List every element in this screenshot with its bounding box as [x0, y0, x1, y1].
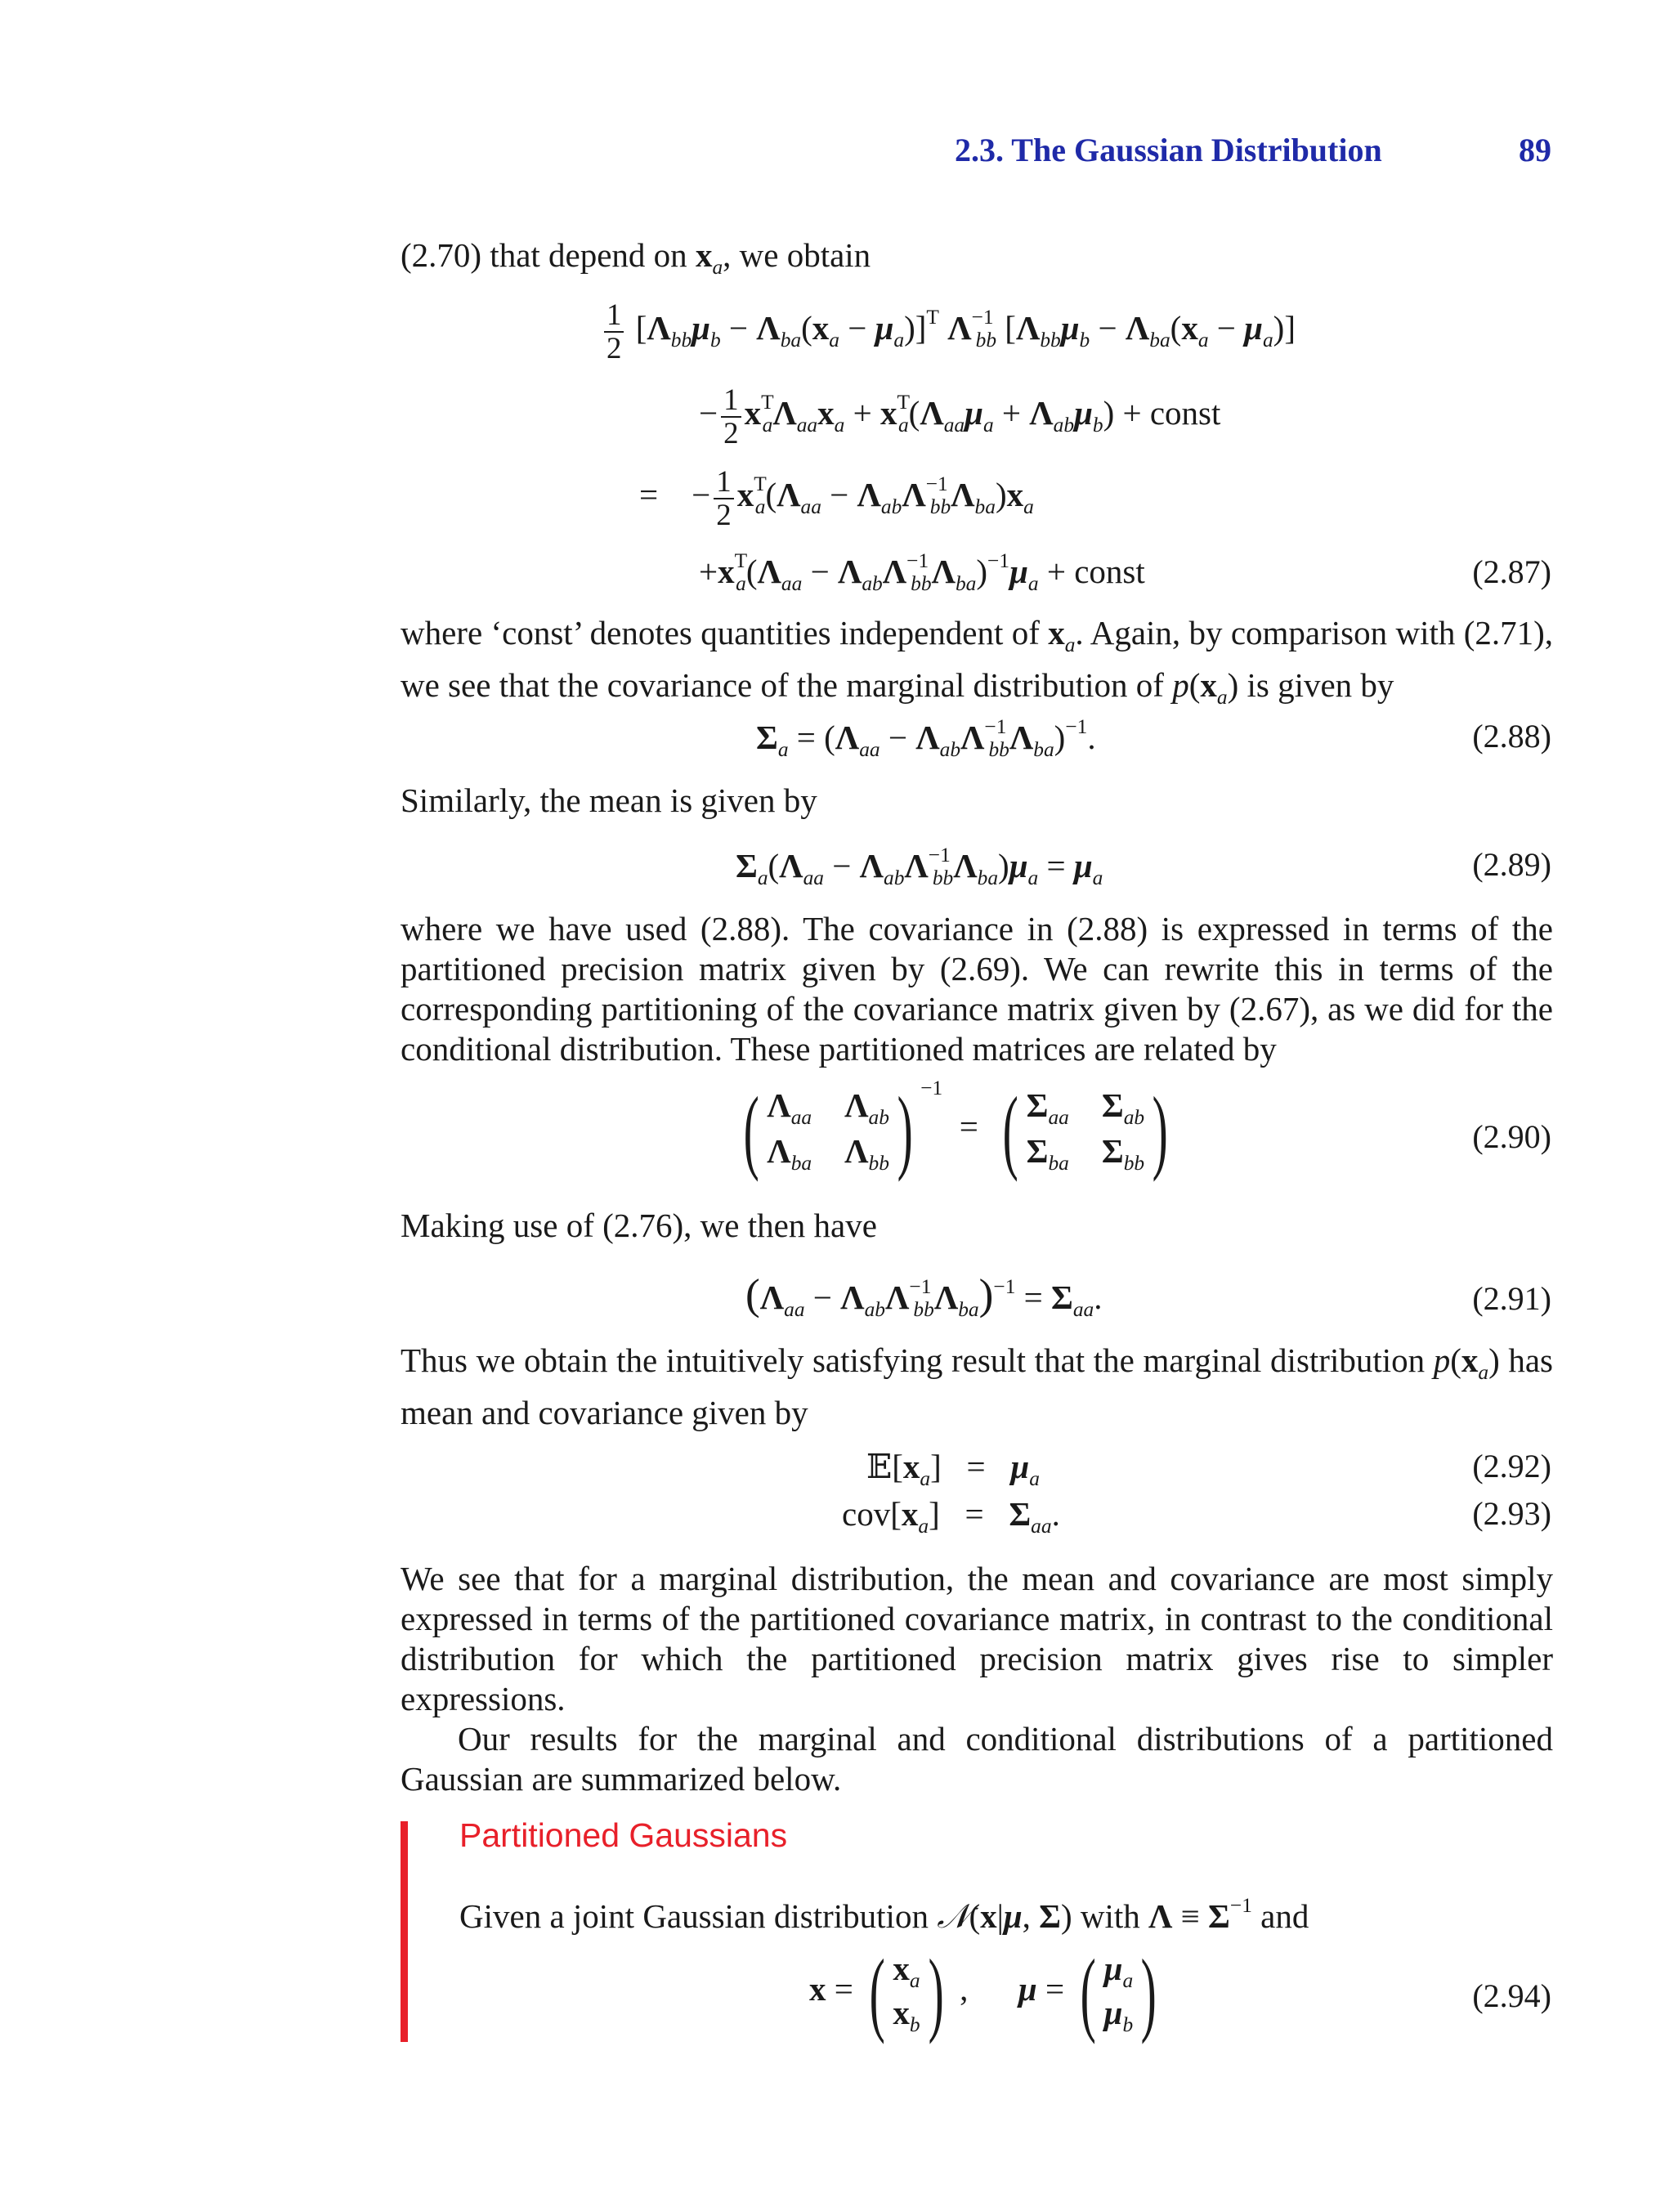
- equation-number-2-89: (2.89): [1472, 846, 1551, 883]
- paragraph-partitioned: where we have used (2.88). The covariance in (2.88) is expressed in terms of the partitioned precision matrix given by (2.69). We can rewrite this in terms of the corresponding partitioning of the covariance matrix given by (2.67), as we did for the conditional distribution. These partitioned matrices are related by: [401, 910, 1553, 1068]
- paragraph-making-use: Making use of (2.76), we then have: [401, 1207, 877, 1244]
- equation-number-2-88: (2.88): [1472, 718, 1551, 754]
- equation-number-2-93: (2.93): [1472, 1495, 1551, 1532]
- eq-2-87-line2: − $\frac{1}{2}$ $x^T_a\Lambda_{aa}x_a + x^T_a(\Lambda_{aa}\mu_a + \Lambda_{ab}\mu_b)$ + const: [699, 383, 1221, 450]
- eq-2-94: x = ( $x_a$ $x_b$ ) , μ = ( $\mu_a$ $\mu_b$ ): [809, 1941, 1157, 2044]
- page-number: 89: [1519, 132, 1551, 168]
- running-header: 2.3. The Gaussian Distribution: [955, 132, 1382, 168]
- box-given-line: Given a joint Gaussian distribution 𝒩(x|μ, Σ) with $\Lambda \equiv \Sigma^{-1}$ and: [459, 1894, 1309, 1937]
- eq-2-92: $𝔼[x_a] = \mu_a$: [866, 1447, 1040, 1490]
- eq-2-88: $\Sigma_a = (\Lambda_{aa} - \Lambda_{ab}\Lambda^{-1}_{bb}\Lambda_{ba})^{-1}$.: [756, 715, 1096, 761]
- paragraph-marginal-covariance: where ‘const’ denotes quantities independent of $x_a$. Again, by comparison with (2.71), we see that the covariance of the marginal distribution of $p(x_a)$ is given by: [401, 614, 1554, 709]
- paragraph-result: Thus we obtain the intuitively satisfying result that the marginal distribution $p(x_a)$ has mean and covariance given by: [401, 1341, 1554, 1431]
- equation-number-2-92: (2.92): [1472, 1448, 1551, 1484]
- eq-2-93: $cov[x_a] = \Sigma_{aa}$.: [842, 1495, 1060, 1538]
- paragraph-marginal-vs-conditional: We see that for a marginal distribution, the mean and covariance are most simply expressed in terms of the partitioned covariance matrix, in contrast to the conditional distribution for which the partitioned precision matrix gives rise to simpler expressions.: [401, 1560, 1553, 1717]
- box-accent-bar: [401, 1821, 408, 2042]
- eq-2-87-line3: = − $\frac{1}{2}$ $x^T_a(\Lambda_{aa} - \Lambda_{ab}\Lambda^{-1}_{bb}\Lambda_{ba})x_a$: [639, 464, 1034, 531]
- equation-number-2-91: (2.91): [1472, 1280, 1551, 1317]
- paragraph-summary: Our results for the marginal and conditional distributions of a partitioned Gaussian are summarized below.: [401, 1720, 1553, 1798]
- eq-2-87-line1: $\frac{1}{2}$ $[\Lambda_{bb}\mu_b - \Lambda_{ba}(x_a - \mu_a)]^T$ $\Lambda^{-1}_{bb}$ $[\Lambda_{bb}\mu_b - \Lambda_{ba}(x_a - \mu_a)]$: [601, 299, 1296, 365]
- equation-number-2-90: (2.90): [1472, 1118, 1551, 1155]
- equation-number-2-87: (2.87): [1472, 553, 1551, 590]
- paragraph-mean: Similarly, the mean is given by: [401, 781, 817, 819]
- equation-number-2-94: (2.94): [1472, 1977, 1551, 2014]
- eq-2-89: $\Sigma_a(\Lambda_{aa} - \Lambda_{ab}\Lambda^{-1}_{bb}\Lambda_{ba})\mu_a = \mu_a$: [736, 844, 1103, 889]
- paragraph-intro: (2.70) that depend on $x_a$, we obtain: [401, 236, 871, 279]
- eq-2-90: ( $\Lambda_{aa}$ $\Lambda_{ab}$ $\Lambda_{ba}$ $\Lambda_{bb}$ ) −1 = ( $\Sigma_{aa}$ $\Sigma_{ab}$ $\Sigma_{ba}$ $\Sigma_{bb}$ ): [743, 1077, 1168, 1182]
- box-title: Partitioned Gaussians: [459, 1816, 788, 1854]
- eq-2-91: $(\Lambda_{aa} - \Lambda_{ab}\Lambda^{-1}_{bb}\Lambda_{ba})^{-1} = \Sigma_{aa}$.: [745, 1270, 1103, 1321]
- eq-2-87-line4: $+x^T_a(\Lambda_{aa} - \Lambda_{ab}\Lambda^{-1}_{bb}\Lambda_{ba})^{-1}\mu_a$ + const: [699, 549, 1145, 595]
